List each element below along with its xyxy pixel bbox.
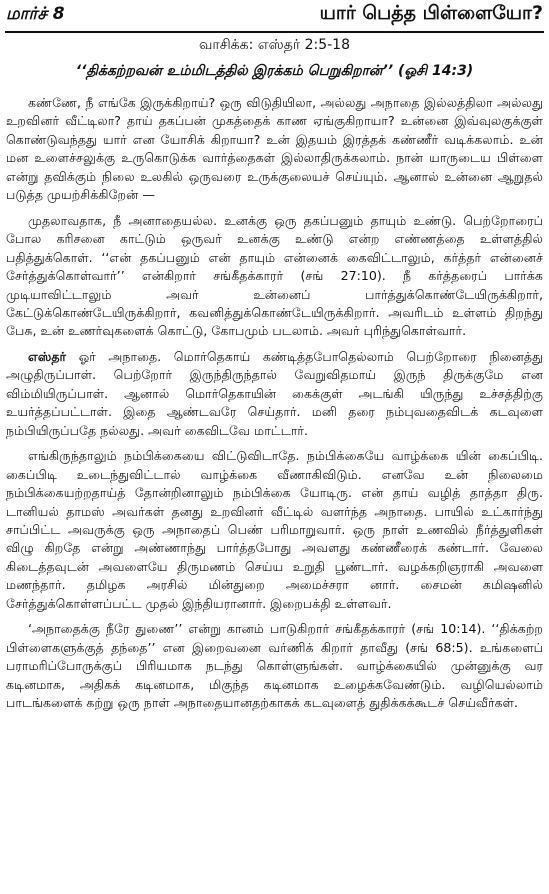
- paragraph-text: ‘அநாதைக்கு நீரே துணை’’ என்று கானம் பாடுகிறார் சங்கீதக்காரர் (சங் 10:14). ‘‘திக்கற்ற பிள்ளைகளுக்குத் தந்தை’’ என இறைவனை வர்ணிக் கிறார் தாவீது (சங் 68:5). உங்களைப் பராமரிப்போருக்குப் பிரியமாக நடந்து கொள்ளுங்கள். வாழ்க்கையில் முன்னுக்கு வர கடினமாக, அதிகக் கடினமாக, மிகுந்த கடினமாக உழைக்கவேண்டும். வழியெல்லாம் பாடங்களைக் கற்று ஒரு நாள் அநாதையானதற்காகக் கடவுளைத் துதிக்கக்கூடச் செய்வீர்கள்.: [6, 621, 543, 711]
- paragraph: [6, 348, 543, 440]
- article-body: [6, 94, 543, 720]
- paragraph: [6, 447, 543, 613]
- paragraph: [6, 620, 543, 712]
- header-rule: [5, 31, 544, 33]
- page-date: மார்ச் 8: [6, 4, 65, 24]
- paragraph-text: கண்ணே, நீ எங்கே இருக்கிறாய்? ஒரு விடுதியிலா, அல்லது அநாதை இல்லத்திலா அல்லது உறவினர் வீட்டிலா? தாய் தகப்பன் முகத்தைக் காண ஏங்குகிறாயா? உன்னை இவ்வுலகுக்குள் கொண்டுவந்தது யார் என யோசிக் கிறாயா? உன் இதயம் இரத்தக் கண்ணீர் வடிக்கலாம். உன் மன உளைச்சலுக்கு உருகொடுக்க வார்த்தைகள் இல்லாதிருக்கலாம். நான் யாருடைய பிள்ளை என்று தவிக்கும் நிலை உலகில் ஒருவரை உருக்குலையச் செய்யும். ஆனால் உன்னை ஆறுதல் படுத்த முயற்சிக்கிறேன் —: [6, 95, 543, 203]
- paragraph: [6, 212, 543, 341]
- reading-reference: வாசிக்க: எஸ்தர் 2:5-18: [199, 37, 350, 53]
- page-header: [0, 0, 549, 30]
- paragraph-lead: எஸ்தர்: [28, 348, 67, 364]
- paragraph: [6, 94, 543, 205]
- key-verse: ‘‘திக்கற்றவன் உம்மிடத்தில் இரக்கம் பெறுகிறான்’’ (ஓசி 14:3): [75, 63, 474, 79]
- paragraph-text: எங்கிருந்தாலும் நம்பிக்கையை விட்டுவிடாதே. நம்பிக்கையே வாழ்க்கை யின் கைப்பிடி. கைப்பிடி உடைந்துவிட்டால் வாழ்க்கை வீணாகிவிடும். எனவே உன் நிலைமை நம்பிக்கையற்றதாய்த் தோன்றினாலும் நம்பிக்கை யோடிரு. என் தாய் வழித் தாத்தா திரு. டானியல் தாமஸ் அவர்கள் தனது உறவினர் வீட்டில் வளர்ந்த அநாதை. பாயில் உட்கார்ந்து சாப்பிட்ட அவருக்கு ஒரு அநாதைப் பெண் பரிமாறுவார். ஒரு நாள் உணவில் நீர்த்துளிகள் விழு கிறதே என்று அண்ணாந்து பார்த்தபோது அவளது கண்ணீரைக் கண்டார். வேலை கிடைத்தவுடன் அவளையே திருமணம் செய்ய உறுதி பூண்டார். வழக்கறிஞராகி அவளை மணந்தார். தமிழக அரசில் மின்துறை அமைச்சரா னார். சைமன் கமிஷனில் சேர்த்துக்கொள்ளப்பட்ட முதல் இந்தியரானார். இறைபக்தி உள்ளவர்.: [6, 448, 543, 611]
- paragraph-text: ஓர் அநாதை. மொர்தெகாய் கண்டித்தபோதெல்லாம் பெற்றோரை நினைத்து அழுதிருப்பாள். பெற்றோர் இருந்திருந்தால் வேறுவிதமாய் இருந் திருக்குமே என விம்மியிருப்பாள். ஆனால் மொர்தெகாயின் கைக்குள் அடங்கி யிருந்து உச்சத்திற்கு உயர்த்தப்பட்டாள். இதை ஆண்டவரே செய்தார். மனி தரை நம்புவதைவிடக் கடவுளை நம்பியிருப்பதே நல்லது. அவர் கைவிடவே மாட்டார்.: [6, 348, 543, 438]
- paragraph-text: முதலாவதாக, நீ அனாதையல்ல. உனக்கு ஒரு தகப்பனும் தாயும் உண்டு. பெற்றோரைப் போல கரிசனை காட்டும் ஒருவர் உனக்கு உண்டு என்ற எண்ணத்தை உள்ளத்தில் பதித்துக்கொள். ‘‘என் தகப்பனும் என் தாயும் என்னைக் கைவிட்டாலும், கர்த்தர் என்னைச் சேர்த்துக்கொள்வார்’’ என்கிறார் சங்கீதக்காரர் (சங் 27:10). நீ கர்த்தரைப் பார்க்க முடியாவிட்டாலும் அவர் உன்னைப் பார்த்துக்கொண்டேயிருக்கிறார், கேட்டுக்கொண்டேயிருக்கிறார், கவனித்துக்கொண்டேயிருக்கிறார். அவரிடம் உள்ளம் திறந்து பேசு, உன் உணர்வுகளைக் கொட்டு, கோபமும் படலாம். அவர் புரிந்துகொள்வார்.: [6, 212, 543, 339]
- page-title: யார் பெத்த பிள்ளையோ?: [319, 2, 543, 24]
